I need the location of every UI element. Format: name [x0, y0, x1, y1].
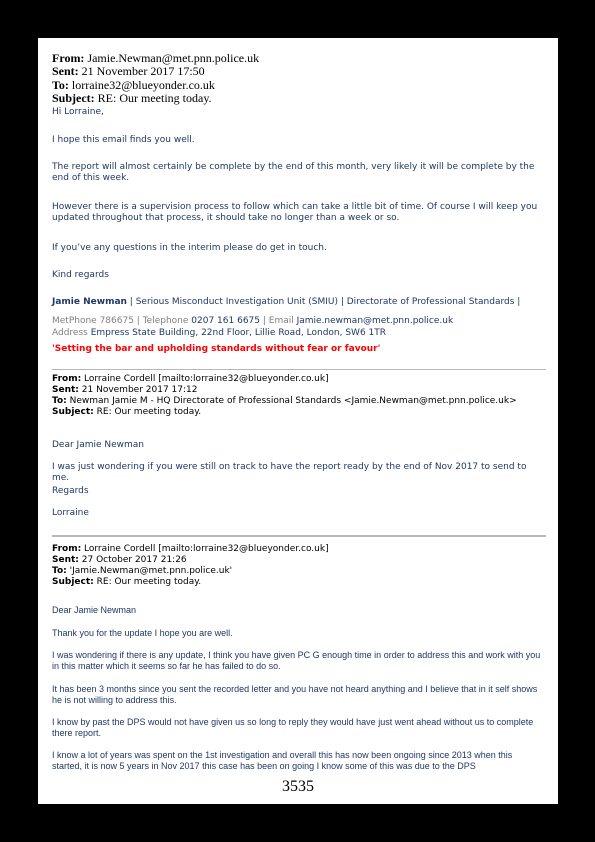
to-label: To: [52, 77, 69, 92]
subject-value: RE: Our meeting today. [93, 407, 202, 417]
signature-unit: | Serious Misconduct Investigation Unit (SMIU) | Directorate of Professional Standards | [126, 297, 521, 307]
email3-paragraph: I know by past the DPS would not have given us so long to reply they would have just went ahead without us to complete there report. [52, 717, 534, 738]
sent-label: Sent: [52, 555, 79, 565]
to-value: 'Jamie.Newman@met.pnn.police.uk' [66, 566, 233, 576]
email3-paragraph: It has been 3 months since you sent the recorded letter and you have not heard anything and I believe that in it self shows he is not willing to address this. [52, 684, 538, 705]
from-value: Jamie.Newman@met.pnn.police.uk [87, 51, 260, 65]
email3-paragraph: I know a lot of years was spent on the 1st investigation and overall this has now been ongoing since 2013 when this started, it is now 5 years in Nov 2017 this case has been on going I know some of this was due to the DPS [52, 750, 513, 771]
subject-label: Subject: [52, 91, 95, 106]
email-link[interactable]: Jamie.newman@met.pnn.police.uk [293, 316, 454, 326]
telephone-label: Telephone [142, 316, 189, 326]
email1-closing: Kind regards [52, 270, 109, 280]
email1-paragraph: However there is a supervision process to follow which can take a little bit of time. Of course I will keep you updated throughout that process, it should take no longer than a week or so. [52, 202, 538, 223]
subject-value: RE: Our meeting today. [97, 91, 212, 106]
from-label: From: [52, 374, 82, 384]
email1-paragraph: I hope this email finds you well. [52, 135, 195, 145]
to-value: Newman Jamie M - HQ Directorate of Professional Standards <Jamie.Newman@met.pnn.police.uk> [66, 396, 517, 406]
email-label: | Email [262, 316, 294, 326]
address-line [52, 328, 544, 339]
telephone-value: 0207 161 6675 [188, 316, 263, 326]
email1-paragraph: If you’ve any questions in the interim please do get in touch. [52, 243, 327, 253]
subject-label: Subject: [52, 407, 94, 417]
email2-greeting: Dear Jamie Newman [52, 440, 144, 450]
metphone-value: 786675 | [96, 316, 143, 326]
signature-name: Jamie Newman [52, 297, 127, 307]
divider [52, 369, 546, 370]
email2-closing: Regards [52, 486, 89, 496]
email3-header [52, 544, 544, 588]
sent-value: 21 November 2017 17:50 [81, 64, 205, 79]
email2-header [52, 374, 544, 418]
email3-paragraph: Thank you for the update I hope you are well. [52, 628, 233, 638]
to-value: lorraine32@blueyonder.co.uk [71, 77, 215, 92]
to-label: To: [52, 396, 67, 406]
document-page [38, 38, 558, 804]
sent-label: Sent: [52, 64, 79, 79]
from-value: Lorraine Cordell [mailto:lorraine32@blueyonder.co.uk] [81, 374, 329, 384]
motto: 'Setting the bar and upholding standards without fear or favour' [52, 344, 381, 354]
address-value: Empress State Building, 22nd Floor, Lillie Road, London, SW6 1TR [87, 328, 387, 338]
address-label: Address [52, 328, 88, 338]
subject-value: RE: Our meeting today. [93, 577, 202, 587]
email1-greeting: Hi Lorraine, [52, 107, 104, 117]
to-label: To: [52, 566, 67, 576]
metphone-label: MetPhone [52, 316, 97, 326]
from-label: From: [52, 544, 82, 554]
sent-value: 27 October 2017 21:26 [78, 555, 187, 565]
motto-line [52, 344, 544, 355]
sent-label: Sent: [52, 385, 79, 395]
email2-paragraph: I was just wondering if you were still on track to have the report ready by the end of Nov 2017 to send to me. [52, 462, 527, 483]
subject-label: Subject: [52, 577, 94, 587]
contact-line [52, 316, 544, 327]
email1-paragraph: The report will almost certainly be complete by the end of this month, very likely it will be complete by the end of this week. [52, 162, 535, 183]
email2-name: Lorraine [52, 508, 89, 518]
signature-line [52, 297, 544, 308]
email1-header [52, 52, 259, 106]
divider [52, 535, 546, 537]
page-number: 3535 [282, 778, 314, 795]
email3-greeting: Dear Jamie Newman [52, 605, 137, 615]
sent-value: 21 November 2017 17:12 [78, 385, 198, 395]
from-label: From: [52, 51, 85, 65]
from-value: Lorraine Cordell [mailto:lorraine32@blueyonder.co.uk] [81, 544, 329, 554]
email3-paragraph: I was wondering if there is any update, I think you have given PC G enough time in order to address this and work with you in this matter which it seems so far he has failed to do so. [52, 650, 541, 671]
